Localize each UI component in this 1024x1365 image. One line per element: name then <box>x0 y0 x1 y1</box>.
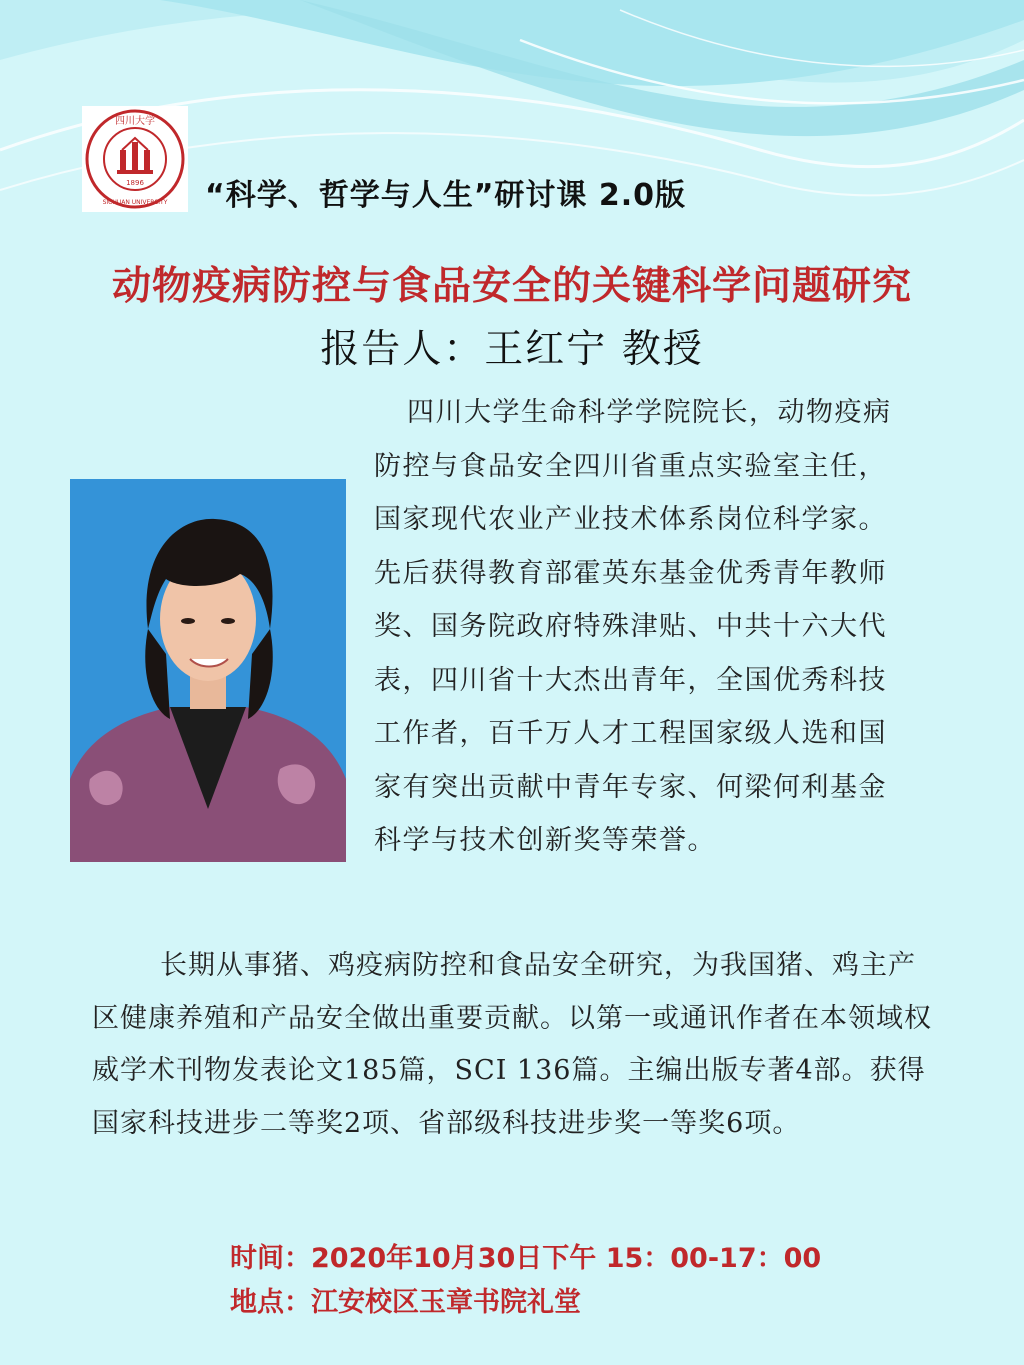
university-seal-icon <box>82 106 188 212</box>
event-time: 时间：2020年10月30日下午 15：00-17：00 <box>230 1243 822 1274</box>
speaker-name: 报告人：王红宁 教授 <box>320 327 704 372</box>
event-place: 地点：江安校区玉章书院礼堂 <box>230 1287 581 1318</box>
svg-text:四川大学: 四川大学 <box>115 116 155 127</box>
research-summary: 长期从事猪、鸡疫病防控和食品安全研究，为我国猪、鸡主产区健康养殖和产品安全做出重要贡献。以第一或通讯作者在本领域权威学术刊物发表论文185篇，SCI 136篇。主编出版专著4部。获得国家科技进步二等奖2项、省部级科技进步奖一等奖6项。 <box>92 950 932 1139</box>
university-logo <box>82 106 188 212</box>
svg-text:1896: 1896 <box>126 179 144 187</box>
portrait-image <box>70 479 346 862</box>
svg-text:SICHUAN UNIVERSITY: SICHUAN UNIVERSITY <box>102 199 168 206</box>
talk-title: 动物疫病防控与食品安全的关键科学问题研究 <box>111 264 912 309</box>
speaker-photo <box>70 479 346 862</box>
speaker-bio: 四川大学生命科学学院院长，动物疫病防控与食品安全四川省重点实验室主任，国家现代农业产业技术体系岗位科学家。先后获得教育部霍英东基金优秀青年教师奖、国务院政府特殊津贴、中共十六大代表，四川省十大杰出青年，全国优秀科技工作者，百千万人才工程国家级人选和国家有突出贡献中青年专家、何梁何利基金科学与技术创新奖等荣誉。 <box>374 397 892 856</box>
series-title: “科学、哲学与人生”研讨课 2.0版 <box>205 178 687 213</box>
